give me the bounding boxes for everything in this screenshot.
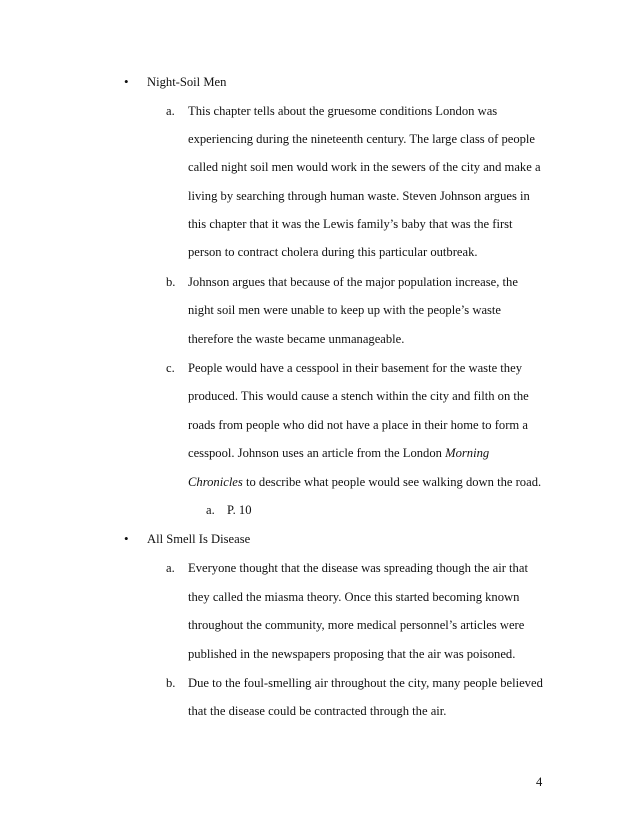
paragraph-line: called night soil men would work in the sewers of the city and make a	[188, 160, 541, 174]
paragraph-line: Johnson argues that because of the major population increase, the	[188, 275, 518, 289]
line-text: to describe what people would see walking down the road.	[242, 475, 542, 489]
paragraph-line: therefore the waste became unmanageable.	[188, 332, 405, 346]
paragraph-line: roads from people who did not have a place in their home to form a	[188, 418, 528, 432]
item-marker: a.	[166, 561, 175, 575]
bullet-icon: •	[124, 74, 129, 89]
paragraph-line: this chapter that it was the Lewis family’s baby that was the first	[188, 217, 513, 231]
page-number: 4	[536, 775, 543, 789]
bullet-icon: •	[124, 531, 129, 546]
paragraph-line: People would have a cesspool in their basement for the waste they	[188, 361, 522, 375]
paragraph-line: that the disease could be contracted through the air.	[188, 704, 447, 718]
sub-item-marker: a.	[206, 503, 215, 517]
paragraph-line: This chapter tells about the gruesome conditions London was	[188, 104, 498, 118]
item-marker: b.	[166, 275, 176, 289]
paragraph-line: night soil men were unable to keep up with the people’s waste	[188, 303, 502, 317]
paragraph-line: published in the newspapers proposing that the air was poisoned.	[188, 647, 516, 661]
line-text: cesspool. Johnson uses an article from the London	[188, 446, 446, 460]
paragraph-line	[188, 445, 489, 461]
paragraph-line: they called the miasma theory. Once this started becoming known	[188, 590, 520, 604]
paragraph-line: Due to the foul-smelling air throughout the city, many people believed	[188, 676, 543, 690]
italic-title: Morning	[445, 446, 490, 460]
paragraph-line: throughout the community, more medical personnel’s articles were	[188, 618, 525, 632]
paragraph-line: living by searching through human waste. Steven Johnson argues in	[188, 189, 530, 203]
sub-item-text: P. 10	[227, 503, 252, 517]
italic-title: Chronicles	[188, 475, 243, 489]
section-title: All Smell Is Disease	[147, 532, 251, 546]
section-title: Night-Soil Men	[147, 75, 227, 89]
item-marker: a.	[166, 104, 175, 118]
paragraph-line: Everyone thought that the disease was spreading though the air that	[188, 561, 528, 575]
paragraph-line: person to contract cholera during this particular outbreak.	[188, 245, 478, 259]
paragraph-line: produced. This would cause a stench within the city and filth on the	[188, 389, 529, 403]
paragraph-line	[188, 474, 541, 490]
item-marker: b.	[166, 676, 176, 690]
item-marker: c.	[166, 361, 175, 375]
paragraph-line: experiencing during the nineteenth century. The large class of people	[188, 132, 536, 146]
